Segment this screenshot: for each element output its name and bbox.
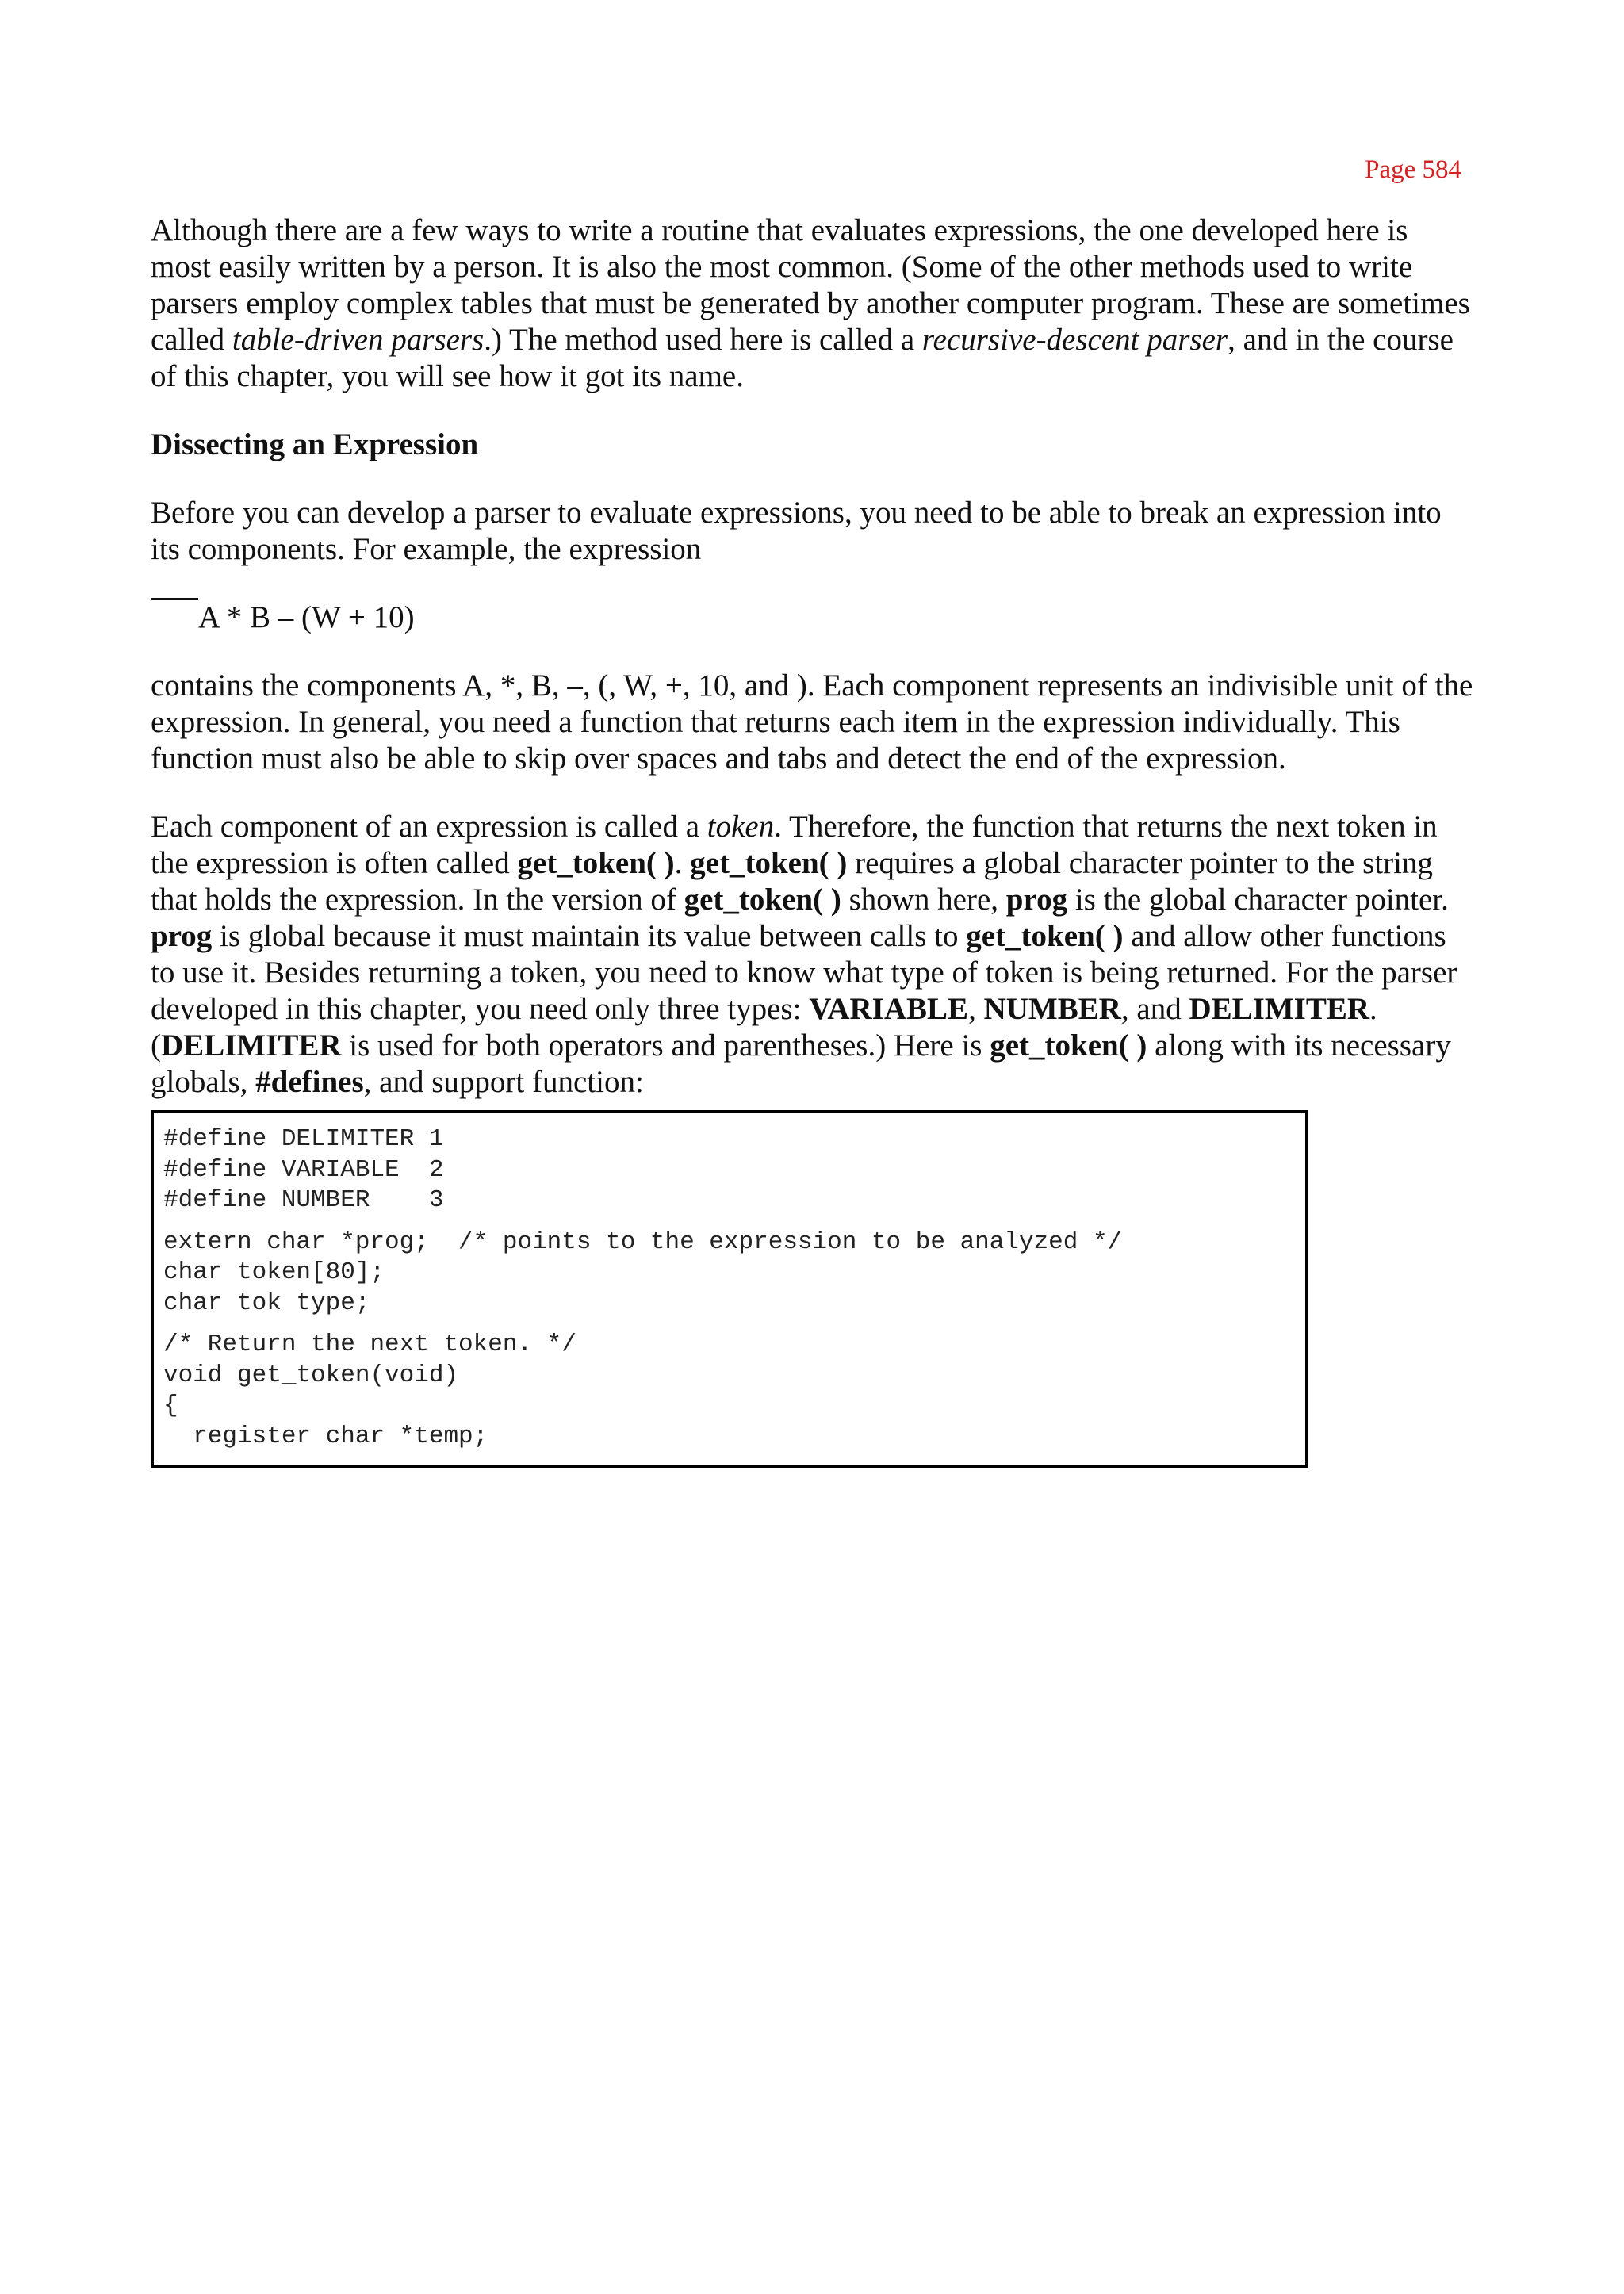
code-term-delimiter: DELIMITER — [161, 1028, 342, 1063]
intro-term-recursive-descent: recursive-descent parser — [921, 323, 1228, 357]
code-line: void get_token(void) — [163, 1361, 459, 1389]
p4-text: is used for both operators and parentheses.) Here is — [341, 1028, 990, 1063]
code-line: #define DELIMITER 1 — [163, 1125, 444, 1153]
section-heading: Dissecting an Expression — [151, 427, 479, 461]
intro-term-table-driven: table-driven parsers — [232, 323, 485, 357]
p4-text: Each component of an expression is called a — [151, 810, 707, 844]
term-token: token — [707, 810, 775, 844]
components-paragraph: Before you can develop a parser to evaluate expressions, you need to be able to break an expression into its components. For example, the expression — [151, 496, 1442, 566]
intro-text-1: Although there are a few ways to write a routine that evaluates expressions, the one developed here is most easily written by a person. It is also the most common. (Some of the other methods used to write parsers employ complex tables that must be generated by another computer program. These are sometimes called — [151, 213, 1470, 357]
code-listing — [151, 1110, 1308, 1468]
expression-text: A * B – (W + 10) — [198, 600, 415, 634]
code-line: extern char *prog; /* points to the expression to be analyzed */ — [163, 1227, 1123, 1256]
intro-text-3: , and in the course of this chapter, you will see how it got its name. — [151, 323, 1454, 393]
p4-text: requires a global character pointer to the string that holds the expression. In the version of — [151, 846, 1433, 917]
code-term-get-token: get_token( ) — [517, 846, 675, 880]
tokens-paragraph: contains the components A, *, B, –, (, W, +, 10, and ). Each component represents an indivisible unit of the expression. In general, you need a function that returns each item in the expression individually. This function must also be able to skip over spaces and tabs and detect the end of the expression. — [151, 668, 1473, 776]
code-line: { — [163, 1392, 178, 1419]
code-line: #define VARIABLE 2 — [163, 1155, 444, 1184]
code-term-get-token: get_token( ) — [690, 846, 848, 880]
p4-text: , — [968, 992, 984, 1026]
code-term-delimiter: DELIMITER — [1189, 992, 1370, 1026]
code-term-get-token: get_token( ) — [990, 1028, 1147, 1063]
page-number: Page 584 — [1365, 155, 1461, 184]
code-term-defines: #defines — [255, 1065, 364, 1099]
code-line: char token[80]; — [163, 1258, 385, 1286]
p4-text: , and — [1120, 992, 1189, 1026]
code-term-number: NUMBER — [983, 992, 1121, 1026]
code-line: char tok type; — [163, 1289, 370, 1317]
code-term-get-token: get_token( ) — [966, 919, 1124, 953]
intro-text-2: .) The method used here is called a — [484, 323, 922, 357]
code-term-prog: prog — [151, 919, 213, 953]
p4-text: is global because it must maintain its value between calls to — [212, 919, 967, 953]
get-token-paragraph — [151, 809, 1475, 1101]
code-line: #define NUMBER 3 — [163, 1186, 444, 1214]
p4-text: . Therefore, the function that returns the next token in the expression is often called — [151, 810, 1438, 880]
p4-text: . — [674, 846, 691, 880]
p4-text: is the global character pointer. — [1067, 883, 1449, 917]
code-line: register char *temp; — [163, 1422, 488, 1450]
p4-text: . ( — [151, 992, 1377, 1063]
code-term-get-token: get_token( ) — [684, 883, 841, 917]
code-line: /* Return the next token. */ — [163, 1331, 576, 1358]
p4-text: , and support function: — [363, 1065, 644, 1099]
page-body — [151, 213, 1475, 1468]
code-term-prog: prog — [1005, 883, 1068, 917]
code-gap — [163, 1216, 1296, 1227]
p4-text: along with its necessary globals, — [151, 1028, 1451, 1099]
expression-example — [151, 599, 1475, 636]
p4-text: and allow other functions to use it. Besides returning a token, you need to know what type of token is being returned. For the parser developed in this chapter, you need only three types: — [151, 919, 1457, 1026]
intro-paragraph — [151, 213, 1475, 395]
code-gap — [163, 1319, 1296, 1330]
expression-bar — [151, 598, 198, 600]
code-term-variable: VARIABLE — [809, 992, 969, 1026]
p4-text: shown here, — [841, 883, 1006, 917]
